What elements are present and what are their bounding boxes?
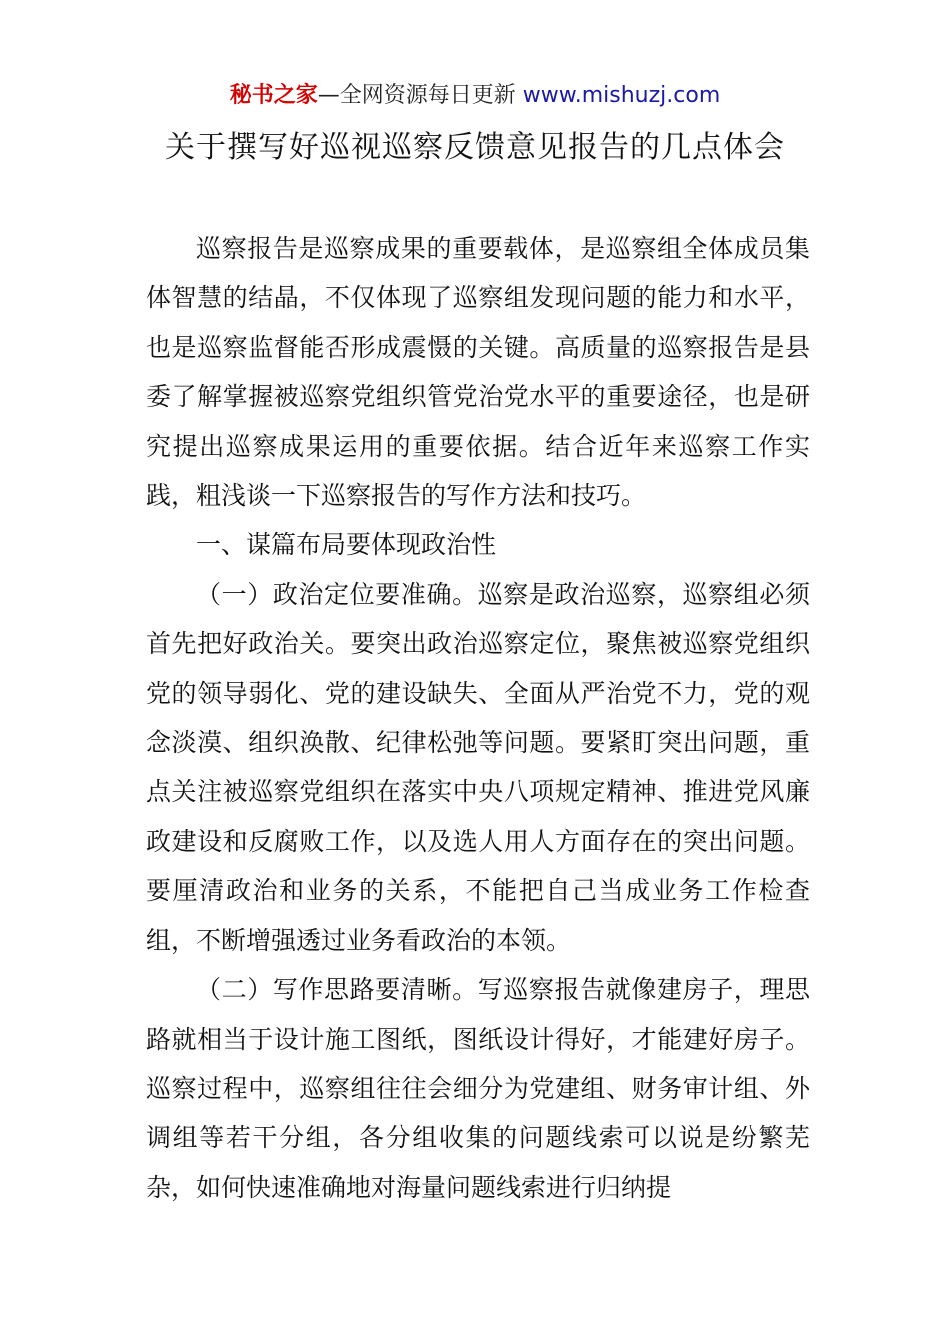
paragraph-writing-approach: （二）写作思路要清晰。写巡察报告就像建房子，理思路就相当于设计施工图纸，图纸设计得好，才能建好房子。巡察过程中，巡察组往往会细分为党建组、财务审计组、外调组等若干分组，各分组收集的问题线索可以说是纷繁芜杂，如何快速准确地对海量问题线索进行归纳提 (146, 975, 810, 1202)
brand-name: 秘书之家 (229, 83, 318, 108)
header-tagline: —全网资源每日更新 (317, 83, 516, 108)
site-url-link[interactable]: www.mishuzj.com (522, 83, 721, 108)
paragraph-intro: 巡察报告是巡察成果的重要载体，是巡察组全体成员集体智慧的结晶，不仅体现了巡察组发现问题的能力和水平，也是巡察监督能否形成震慑的关键。高质量的巡察报告是县委了解掌握被巡察党组织管党治党水平的重要途径，也是研究提出巡察成果运用的重要依据。结合近年来巡察工作实践，粗浅谈一下巡察报告的写作方法和技巧。 (146, 234, 810, 511)
paragraph-political-positioning: （一）政治定位要准确。巡察是政治巡察，巡察组必须首先把好政治关。要突出政治巡察定位，聚焦被巡察党组织党的领导弱化、党的建设缺失、全面从严治党不力，党的观念淡漠、组织涣散、纪律松弛等问题。要紧盯突出问题，重点关注被巡察党组织在落实中央八项规定精神、推进党风廉政建设和反腐败工作，以及选人用人方面存在的突出问题。要厘清政治和业务的关系，不能把自己当成业务工作检查组，不断增强透过业务看政治的本领。 (146, 579, 810, 955)
section-heading: 一、谋篇布局要体现政治性 (196, 530, 497, 560)
document-body (146, 224, 810, 1212)
site-header (0, 80, 950, 112)
document-title: 关于撰写好巡视巡察反馈意见报告的几点体会 (165, 130, 785, 165)
